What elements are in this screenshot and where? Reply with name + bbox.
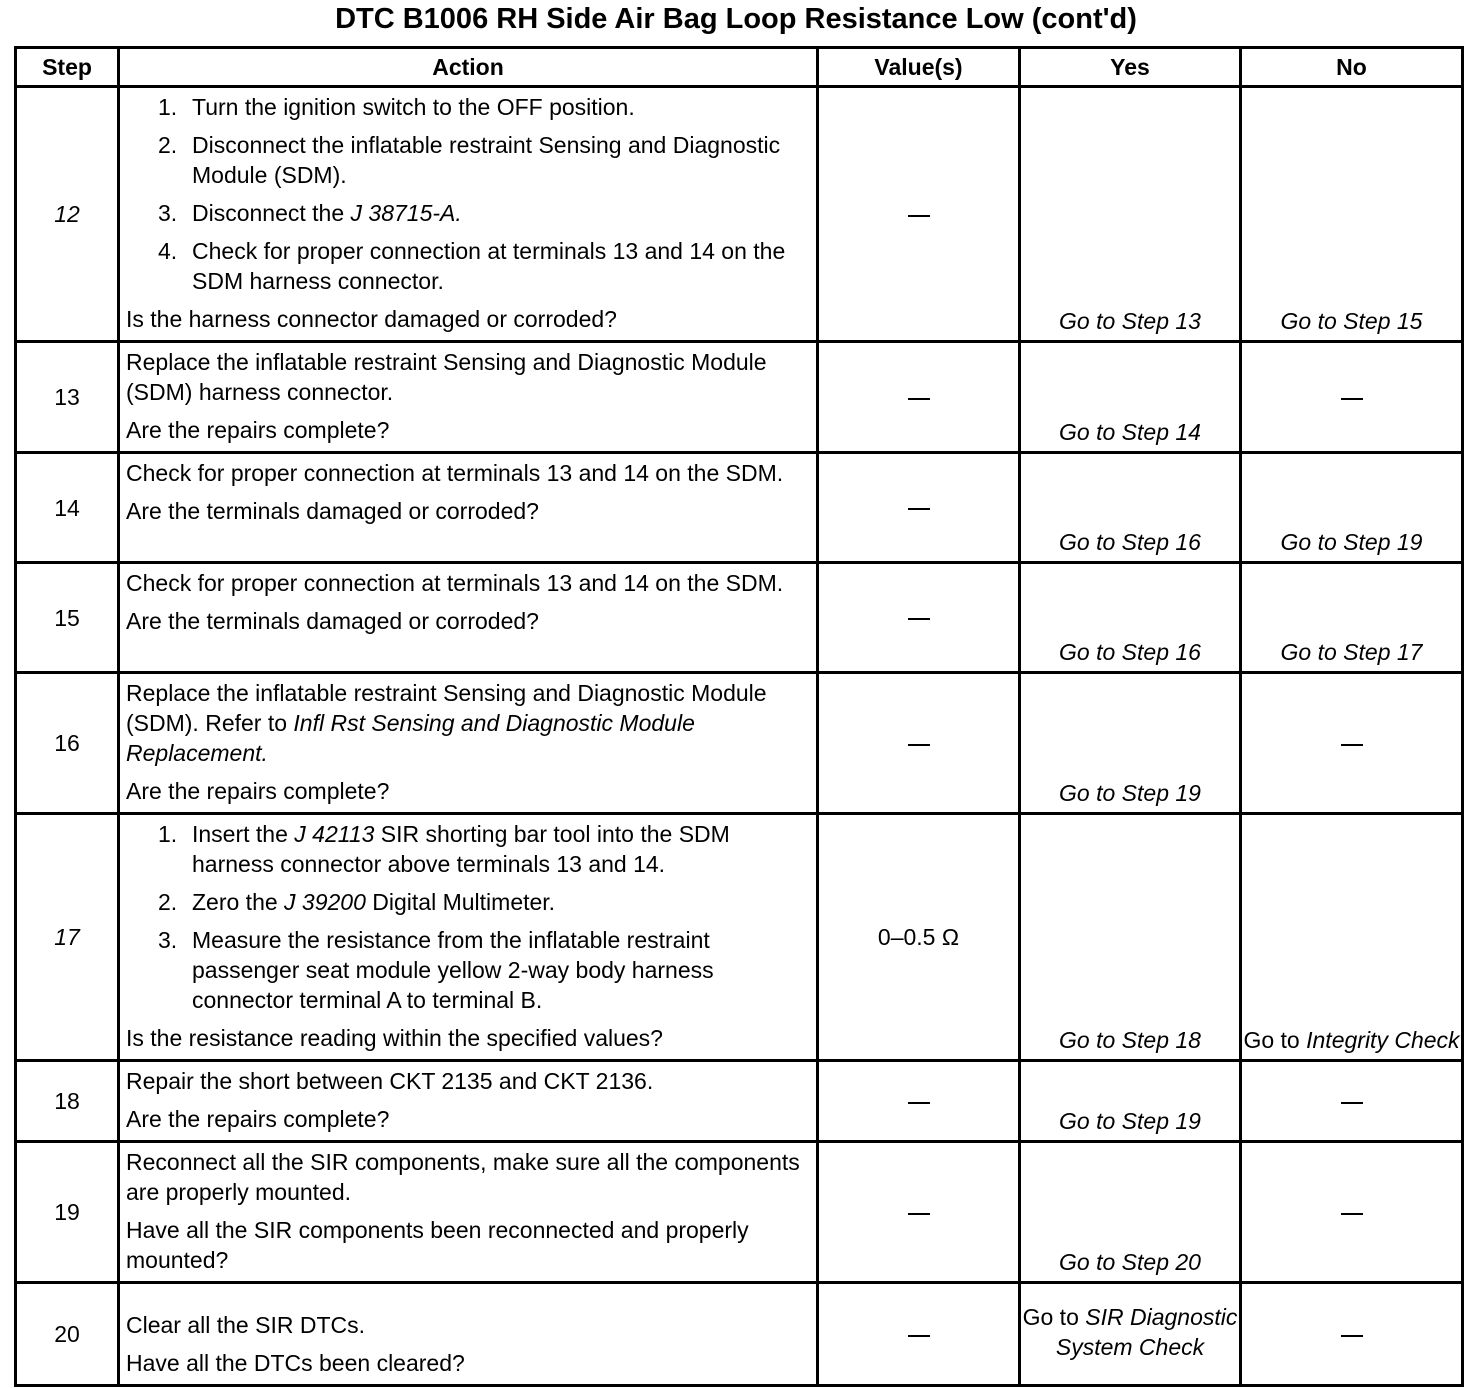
dash	[908, 618, 930, 620]
question: Have all the SIR components been reconnected and properly mounted?	[126, 1217, 749, 1273]
yes-cell: Go to Step 13	[1020, 87, 1241, 342]
page-title: DTC B1006 RH Side Air Bag Loop Resistance Low (cont'd)	[335, 3, 1137, 35]
diagnostic-table	[14, 46, 1464, 1387]
step-number: 17	[16, 814, 119, 1061]
dash	[1341, 1102, 1363, 1104]
action-cell: Replace the inflatable restraint Sensing and Diagnostic Module (SDM) harness connector. Are the repairs complete?	[119, 342, 818, 453]
question: Are the terminals damaged or corroded?	[126, 608, 539, 634]
list-item: 3. Measure the resistance from the inflatable restraint passenger seat module yellow 2-way body harness connector terminal A to terminal B.	[158, 927, 714, 1013]
no-cell: Go to Step 15	[1241, 87, 1463, 342]
no-cell: Go to Step 17	[1241, 563, 1463, 673]
dash	[908, 1213, 930, 1215]
table-row	[16, 87, 1463, 342]
action-cell: Repair the short between CKT 2135 and CKT 2136. Are the repairs complete?	[119, 1061, 818, 1142]
dash	[908, 744, 930, 746]
header-action: Action	[119, 48, 818, 87]
dash	[1341, 1213, 1363, 1215]
value-cell	[818, 87, 1020, 342]
dash	[908, 1102, 930, 1104]
table-row	[16, 814, 1463, 1061]
question: Are the repairs complete?	[126, 1106, 390, 1132]
no-cell	[1241, 1283, 1463, 1386]
value-cell	[818, 342, 1020, 453]
question: Is the resistance reading within the specified values?	[126, 1025, 663, 1051]
value-cell	[818, 673, 1020, 814]
yes-cell: Go to Step 19	[1020, 673, 1241, 814]
table-row	[16, 673, 1463, 814]
step-number: 14	[16, 453, 119, 563]
step-number: 18	[16, 1061, 119, 1142]
table-row	[16, 1061, 1463, 1142]
step-number: 19	[16, 1142, 119, 1283]
step-number: 16	[16, 673, 119, 814]
yes-cell: Go to Step 14	[1020, 342, 1241, 453]
question: Have all the DTCs been cleared?	[126, 1350, 465, 1376]
action-cell: Replace the inflatable restraint Sensing and Diagnostic Module (SDM). Refer to Infl Rst Sensing and Diagnostic Module Replacement. Are the repairs complete?	[119, 673, 818, 814]
no-cell: Go to Integrity Check	[1241, 814, 1463, 1061]
table-row	[16, 342, 1463, 453]
no-cell: Go to Step 19	[1241, 453, 1463, 563]
step-number: 20	[16, 1283, 119, 1386]
dash	[1341, 1335, 1363, 1337]
yes-cell: Go to Step 16	[1020, 563, 1241, 673]
list-item: 2. Zero the J 39200 Digital Multimeter.	[158, 889, 556, 915]
action-cell: Clear all the SIR DTCs. Have all the DTCs been cleared?	[119, 1283, 818, 1386]
value-cell: 0–0.5 Ω	[818, 814, 1020, 1061]
no-cell	[1241, 1142, 1463, 1283]
question: Is the harness connector damaged or corroded?	[126, 306, 617, 332]
list-item: 3. Disconnect the J 38715-A.	[158, 200, 462, 226]
question: Are the terminals damaged or corroded?	[126, 498, 539, 524]
action-cell: Check for proper connection at terminals 13 and 14 on the SDM. Are the terminals damaged or corroded?	[119, 563, 818, 673]
step-number: 13	[16, 342, 119, 453]
header-no: No	[1241, 48, 1463, 87]
action-cell: Check for proper connection at terminals 13 and 14 on the SDM. Are the terminals damaged or corroded?	[119, 453, 818, 563]
dash	[908, 215, 930, 217]
dash	[908, 508, 930, 510]
step-number: 12	[16, 87, 119, 342]
dash	[908, 398, 930, 400]
no-cell	[1241, 1061, 1463, 1142]
question: Are the repairs complete?	[126, 417, 390, 443]
table-row	[16, 453, 1463, 563]
yes-cell: Go to Step 16	[1020, 453, 1241, 563]
header-values: Value(s)	[818, 48, 1020, 87]
table-row	[16, 1142, 1463, 1283]
yes-cell: Go to SIR Diagnostic System Check	[1020, 1283, 1241, 1386]
value-cell	[818, 1142, 1020, 1283]
table-row	[16, 1283, 1463, 1386]
value-cell	[818, 1061, 1020, 1142]
yes-cell: Go to Step 19	[1020, 1061, 1241, 1142]
header-step: Step	[16, 48, 119, 87]
value-cell	[818, 563, 1020, 673]
list-item: 1. Turn the ignition switch to the OFF position.	[158, 94, 635, 120]
list-item: 4. Check for proper connection at terminals 13 and 14 on the SDM harness connector.	[158, 238, 786, 294]
list-item: 1. Insert the J 42113 SIR shorting bar tool into the SDM harness connector above terminals 13 and 14.	[158, 821, 730, 877]
dash	[1341, 744, 1363, 746]
action-cell	[119, 814, 818, 1061]
header-yes: Yes	[1020, 48, 1241, 87]
no-cell	[1241, 342, 1463, 453]
question: Are the repairs complete?	[126, 778, 390, 804]
dash	[908, 1335, 930, 1337]
step-number: 15	[16, 563, 119, 673]
no-cell	[1241, 673, 1463, 814]
value-cell	[818, 453, 1020, 563]
yes-cell: Go to Step 20	[1020, 1142, 1241, 1283]
table-header-row	[16, 48, 1463, 87]
action-cell	[119, 87, 818, 342]
list-item: 2. Disconnect the inflatable restraint Sensing and Diagnostic Module (SDM).	[158, 132, 781, 188]
value-cell	[818, 1283, 1020, 1386]
table-row	[16, 563, 1463, 673]
action-cell: Reconnect all the SIR components, make sure all the components are properly mounted. Have all the SIR components been reconnected and properly mounted?	[119, 1142, 818, 1283]
dash	[1341, 398, 1363, 400]
yes-cell: Go to Step 18	[1020, 814, 1241, 1061]
